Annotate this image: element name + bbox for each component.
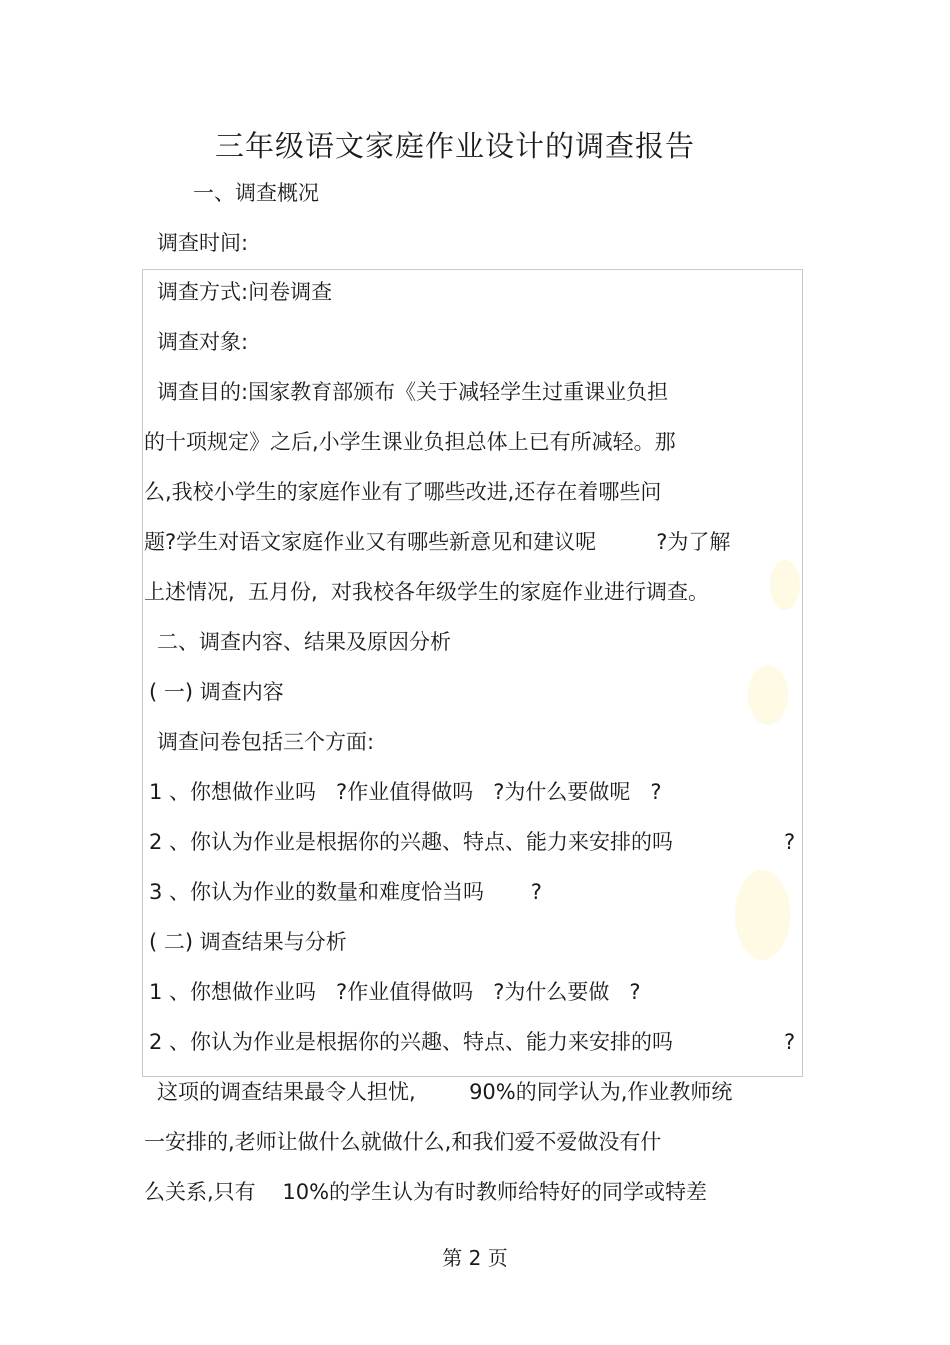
paragraph-line: 上述情况, 五月份, 对我校各年级学生的家庭作业进行调查。 [144,580,710,604]
list-item: 1 、你想做作业吗 ?作业值得做吗 ?为什么要做呢 ? [149,780,662,804]
paragraph-line: 调查问卷包括三个方面: [157,730,375,754]
paragraph-line: 么,我校小学生的家庭作业有了哪些改进,还存在着哪些问 [144,480,662,504]
survey-method: 调查方式:问卷调查 [157,280,333,304]
list-item: 2 、你认为作业是根据你的兴趣、特点、能力来安排的吗 [149,830,674,854]
list-item: 2 、你认为作业是根据你的兴趣、特点、能力来安排的吗 [149,1030,674,1054]
list-item-mark: ? [784,830,796,854]
paragraph-line: 题?学生对语文家庭作业又有哪些新意见和建议呢 ?为了解 [144,530,731,554]
survey-time: 调查时间: [157,231,249,255]
paragraph-line: 的十项规定》之后,小学生课业负担总体上已有所减轻。那 [144,430,676,454]
subsection-heading: ( 二) 调查结果与分析 [149,930,347,954]
list-item: 3 、你认为作业的数量和难度恰当吗 ? [149,880,542,904]
survey-target: 调查对象: [157,330,249,354]
section-heading: 二、调查内容、结果及原因分析 [157,630,451,654]
paragraph-line: 么关系,只有 10%的学生认为有时教师给特好的同学或特差 [144,1180,708,1204]
page-number: 第 2 页 [442,1246,508,1270]
subsection-heading: ( 一) 调查内容 [149,680,284,704]
list-item: 1 、你想做作业吗 ?作业值得做吗 ?为什么要做 ? [149,980,641,1004]
paragraph-line: 调查目的:国家教育部颁布《关于减轻学生过重课业负担 [157,380,669,404]
list-item-mark: ? [784,1030,796,1054]
document-title: 三年级语文家庭作业设计的调查报告 [214,129,695,163]
paragraph-line: 一安排的,老师让做什么就做什么,和我们爱不爱做没有什 [144,1130,662,1154]
section-heading: 一、调查概况 [193,181,319,205]
paragraph-line: 这项的调查结果最令人担忧, 90%的同学认为,作业教师统 [157,1080,733,1104]
